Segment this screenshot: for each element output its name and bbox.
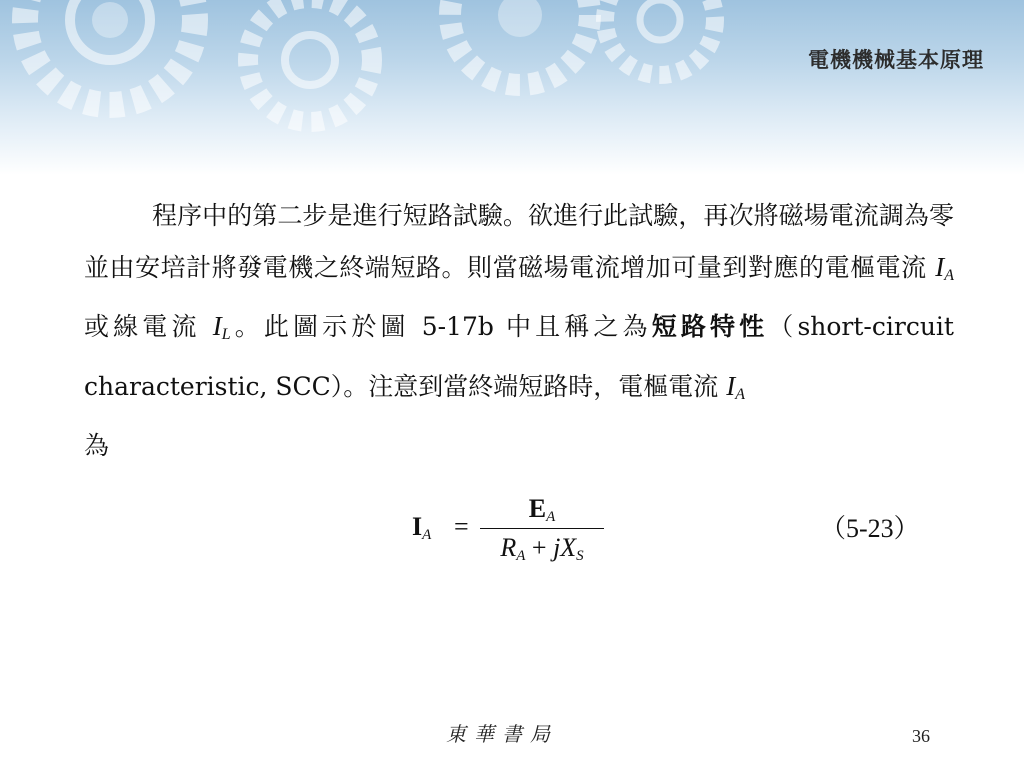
gears-background-image <box>0 0 1024 175</box>
body-text-1: 程序中的第二步是進行短路試驗。欲進行此試驗，再次將磁場電流調為零並由安培計將發電機之終端短路。則當磁場電流增加可量到對應的電樞電流 <box>84 201 954 282</box>
body-paragraph <box>84 190 954 472</box>
equation-fraction <box>480 494 604 565</box>
body-text-4: （short-circuit characteristic, SCC）。注意到當終端短路時，電樞電流 <box>84 312 954 401</box>
scc-term: 短路特性 <box>651 312 769 341</box>
slide-body <box>84 190 954 472</box>
header-banner <box>0 0 1024 175</box>
body-text-5: 為 <box>84 431 110 460</box>
armature-current-symbol-2: $I_A$ <box>726 370 746 403</box>
equation-5-23 <box>412 494 612 574</box>
body-text-3: 。此圖示於圖 5-17b 中且稱之為 <box>230 312 652 341</box>
equation-numerator: $E_A$ <box>528 494 556 525</box>
body-text-2: 或線電流 <box>84 312 201 341</box>
equation-equals: = <box>454 512 469 541</box>
equation-lhs: $I_A$ <box>412 512 432 543</box>
footer-publisher: 東華書局 <box>446 722 558 746</box>
deck-title: 電機機械基本原理 <box>808 48 984 72</box>
page-number: 36 <box>912 726 930 746</box>
armature-current-symbol: $I_A$ <box>935 251 954 284</box>
equation-number: （5-23） <box>820 514 920 543</box>
equation-denominator: $R_A + jX_S$ <box>500 533 584 564</box>
line-current-symbol: $I_L$ <box>212 311 231 343</box>
fraction-bar <box>480 528 604 529</box>
